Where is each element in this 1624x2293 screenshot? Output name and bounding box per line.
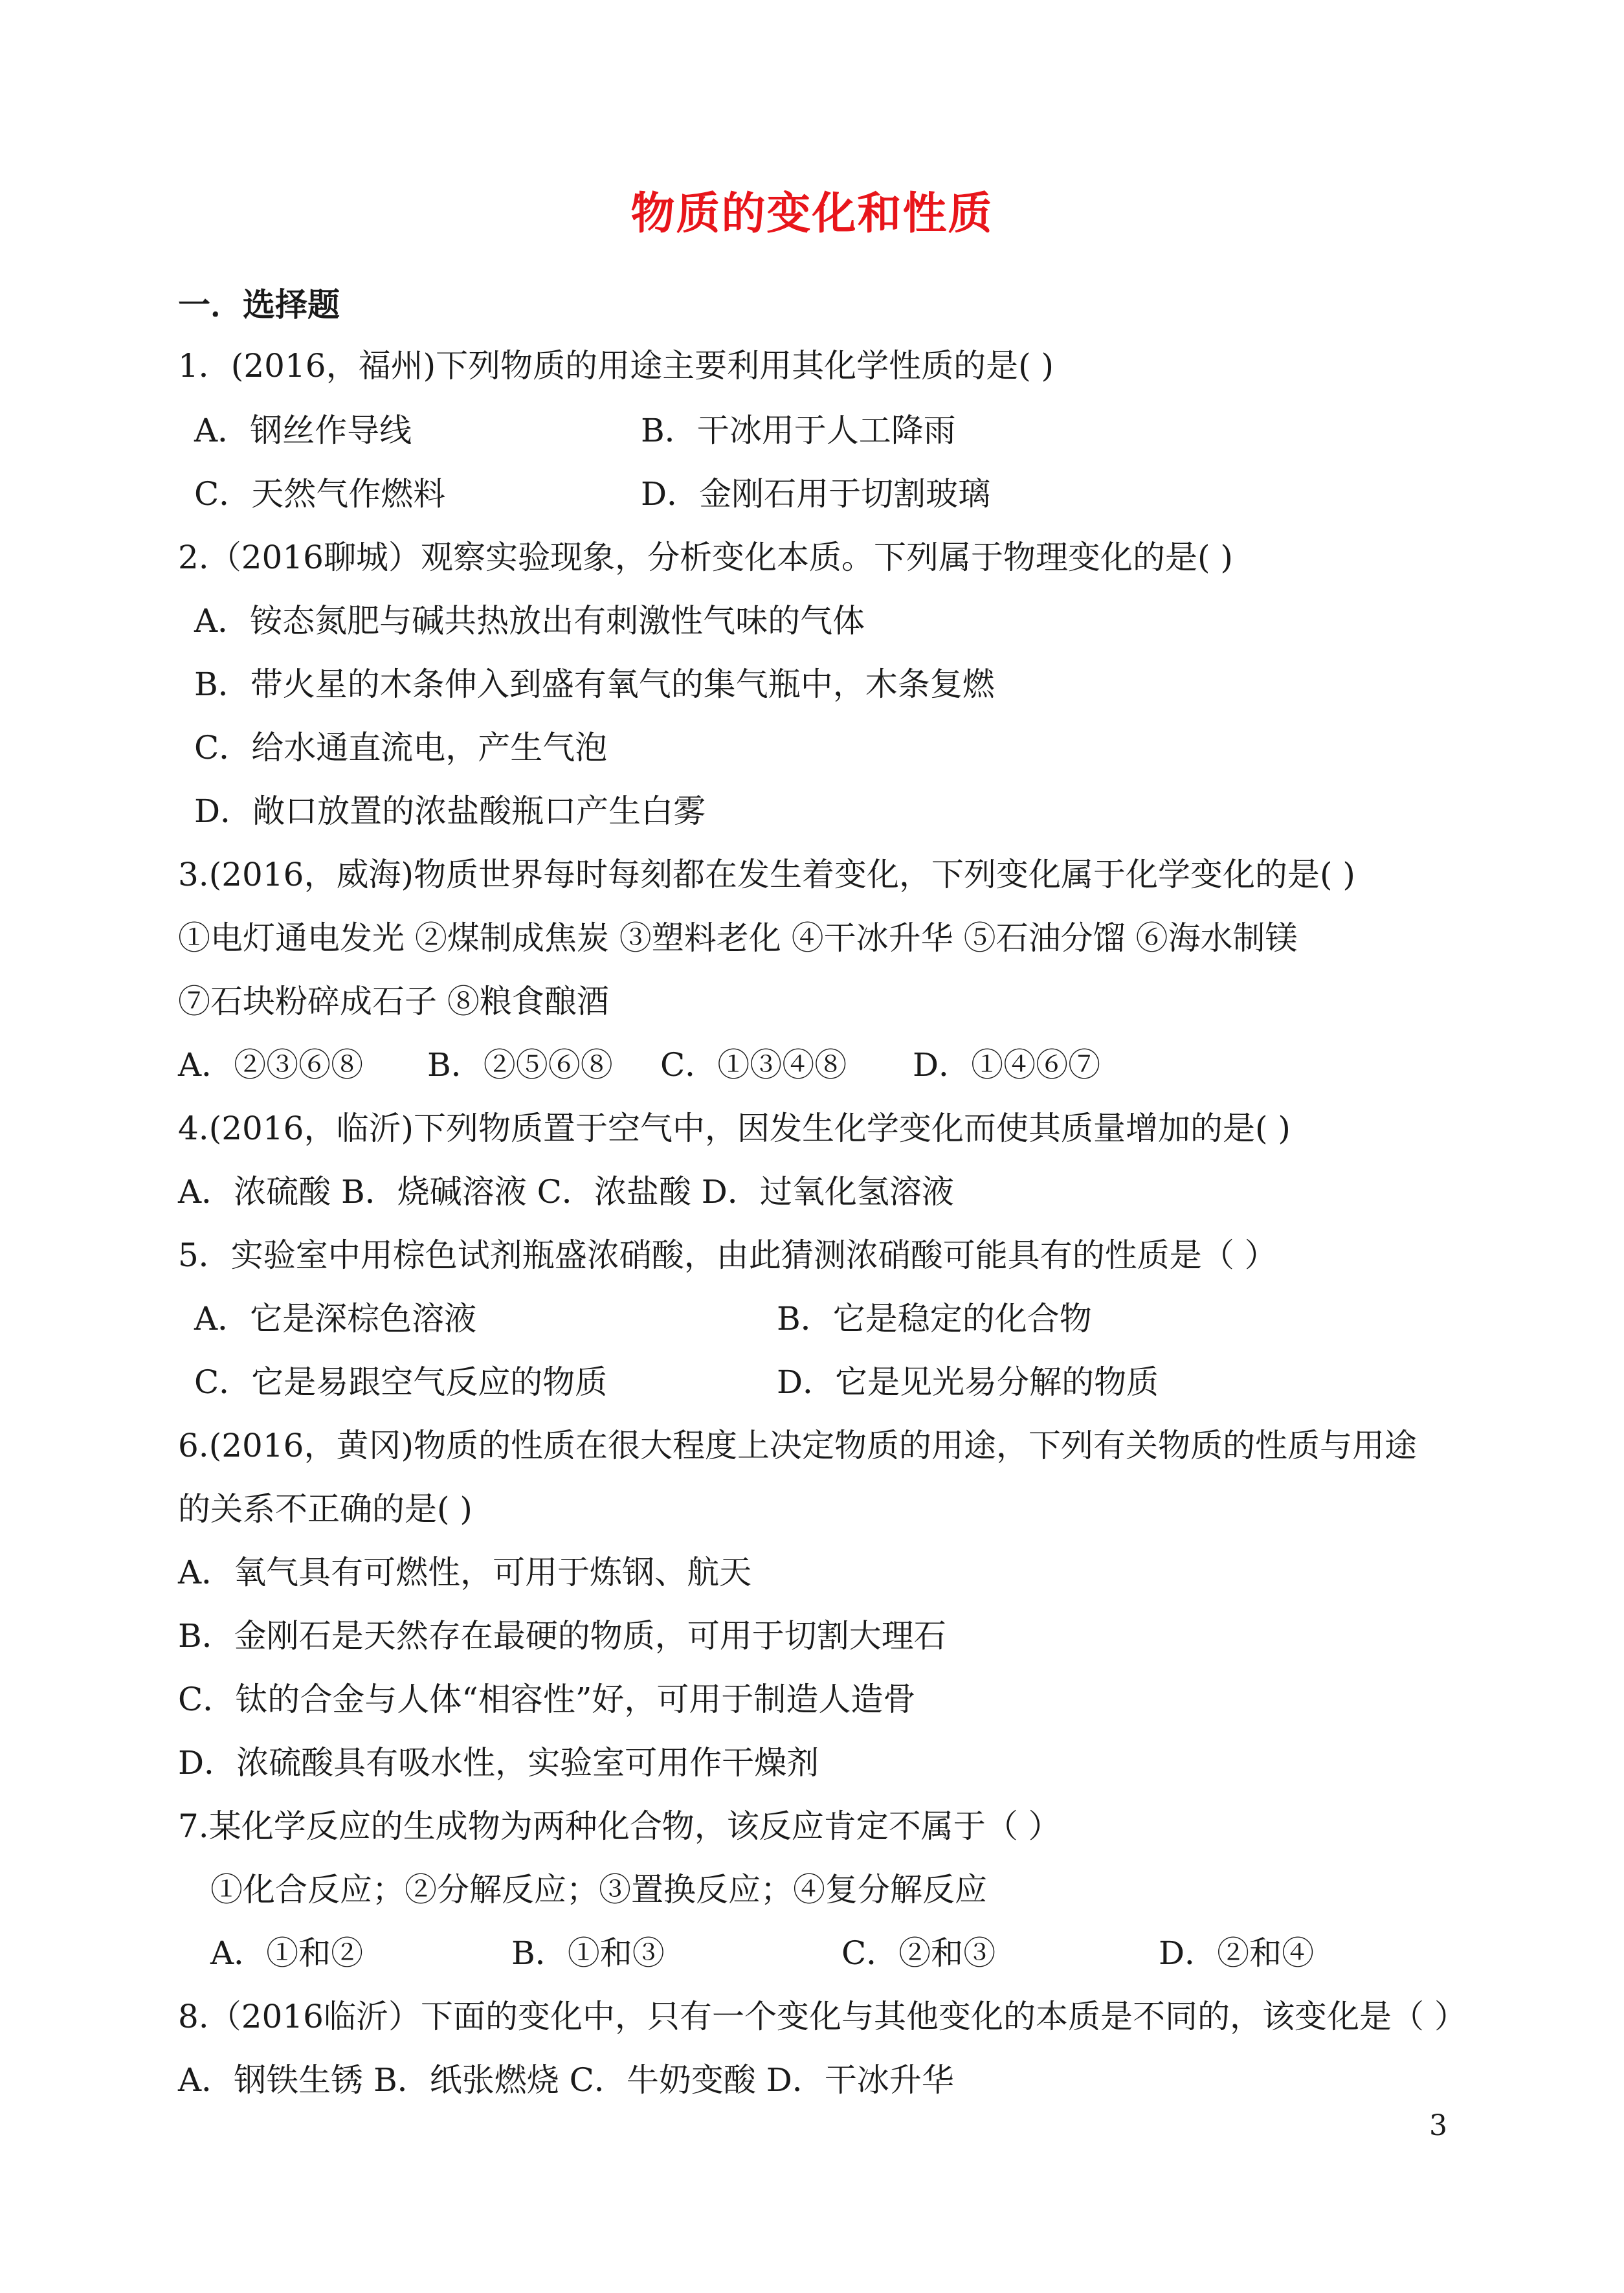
q6-option-b: B．金刚石是天然存在最硬的物质，可用于切割大理石 <box>178 1617 946 1655</box>
q7-stem: 7.某化学反应的生成物为两种化合物，该反应肯定不属于（ ） <box>178 1807 1061 1845</box>
q3-option-a: A．②③⑥⑧ <box>178 1046 364 1084</box>
q1-option-a: A．钢丝作导线 <box>194 412 412 449</box>
q3-items-line-1: ①电灯通电发光 ②煤制成焦炭 ③塑料老化 ④干冰升华 ⑤石油分馏 ⑥海水制镁 <box>178 919 1298 957</box>
q2-option-b: B．带火星的木条伸入到盛有氧气的集气瓶中，木条复燃 <box>194 666 995 703</box>
q2-stem: 2.（2016聊城）观察实验现象，分析变化本质。下列属于物理变化的是( ) <box>178 539 1233 576</box>
q6-stem-line-1: 6.(2016，黄冈)物质的性质在很大程度上决定物质的用途，下列有关物质的性质与用途 <box>178 1427 1417 1464</box>
q3-stem: 3.(2016，威海)物质世界每时每刻都在发生着变化，下列变化属于化学变化的是( ) <box>178 856 1355 893</box>
q3-option-c: C．①③④⑧ <box>660 1046 847 1084</box>
q8-options: A．钢铁生锈 B．纸张燃烧 C．牛奶变酸 D．干冰升华 <box>178 2061 954 2099</box>
section-heading: 一．选择题 <box>178 285 340 324</box>
q5-option-d: D．它是见光易分解的物质 <box>777 1363 1159 1401</box>
q4-stem: 4.(2016，临沂)下列物质置于空气中，因发生化学变化而使其质量增加的是( ) <box>178 1110 1291 1147</box>
q1-option-c: C．天然气作燃料 <box>194 475 446 513</box>
q5-option-b: B．它是稳定的化合物 <box>777 1300 1092 1337</box>
q1-option-b: B．干冰用于人工降雨 <box>641 412 956 449</box>
q6-stem-line-2: 的关系不正确的是( ) <box>178 1490 473 1528</box>
q2-option-d: D．敞口放置的浓盐酸瓶口产生白雾 <box>194 792 706 830</box>
q1-option-d: D．金刚石用于切割玻璃 <box>641 475 991 513</box>
q3-option-d: D．①④⑥⑦ <box>913 1046 1101 1084</box>
q5-stem: 5．实验室中用棕色试剂瓶盛浓硝酸，由此猜测浓硝酸可能具有的性质是（ ） <box>178 1236 1277 1274</box>
q2-option-c: C．给水通直流电，产生气泡 <box>194 729 608 766</box>
q3-option-b: B．②⑤⑥⑧ <box>427 1046 613 1084</box>
q7-option-a: A．①和② <box>210 1934 364 1972</box>
q7-option-b: B．①和③ <box>511 1934 665 1972</box>
q3-items-line-2: ⑦石块粉碎成石子 ⑧粮食酿酒 <box>178 983 609 1020</box>
q7-option-c: C．②和③ <box>841 1934 996 1972</box>
q2-option-a: A．铵态氮肥与碱共热放出有刺激性气味的气体 <box>194 602 865 640</box>
q7-items: ①化合反应；②分解反应；③置换反应；④复分解反应 <box>210 1871 987 1908</box>
page-title: 物质的变化和性质 <box>630 188 994 240</box>
page-number: 3 <box>1429 2109 1447 2142</box>
q7-option-d: D．②和④ <box>1159 1934 1315 1972</box>
q5-option-c: C．它是易跟空气反应的物质 <box>194 1363 608 1401</box>
q6-option-a: A．氧气具有可燃性，可用于炼钢、航天 <box>178 1554 752 1591</box>
q6-option-c: C．钛的合金与人体“相容性”好，可用于制造人造骨 <box>178 1681 916 1718</box>
q4-options: A．浓硫酸 B．烧碱溶液 C．浓盐酸 D．过氧化氢溶液 <box>178 1173 954 1211</box>
q5-option-a: A．它是深棕色溶液 <box>194 1300 477 1337</box>
q6-option-d: D．浓硫酸具有吸水性，实验室可用作干燥剂 <box>178 1744 819 1782</box>
q8-stem: 8.（2016临沂）下面的变化中，只有一个变化与其他变化的本质是不同的，该变化是（ ） <box>178 1998 1467 2035</box>
q1-stem: 1．(2016，福州)下列物质的用途主要利用其化学性质的是( ) <box>178 347 1054 385</box>
